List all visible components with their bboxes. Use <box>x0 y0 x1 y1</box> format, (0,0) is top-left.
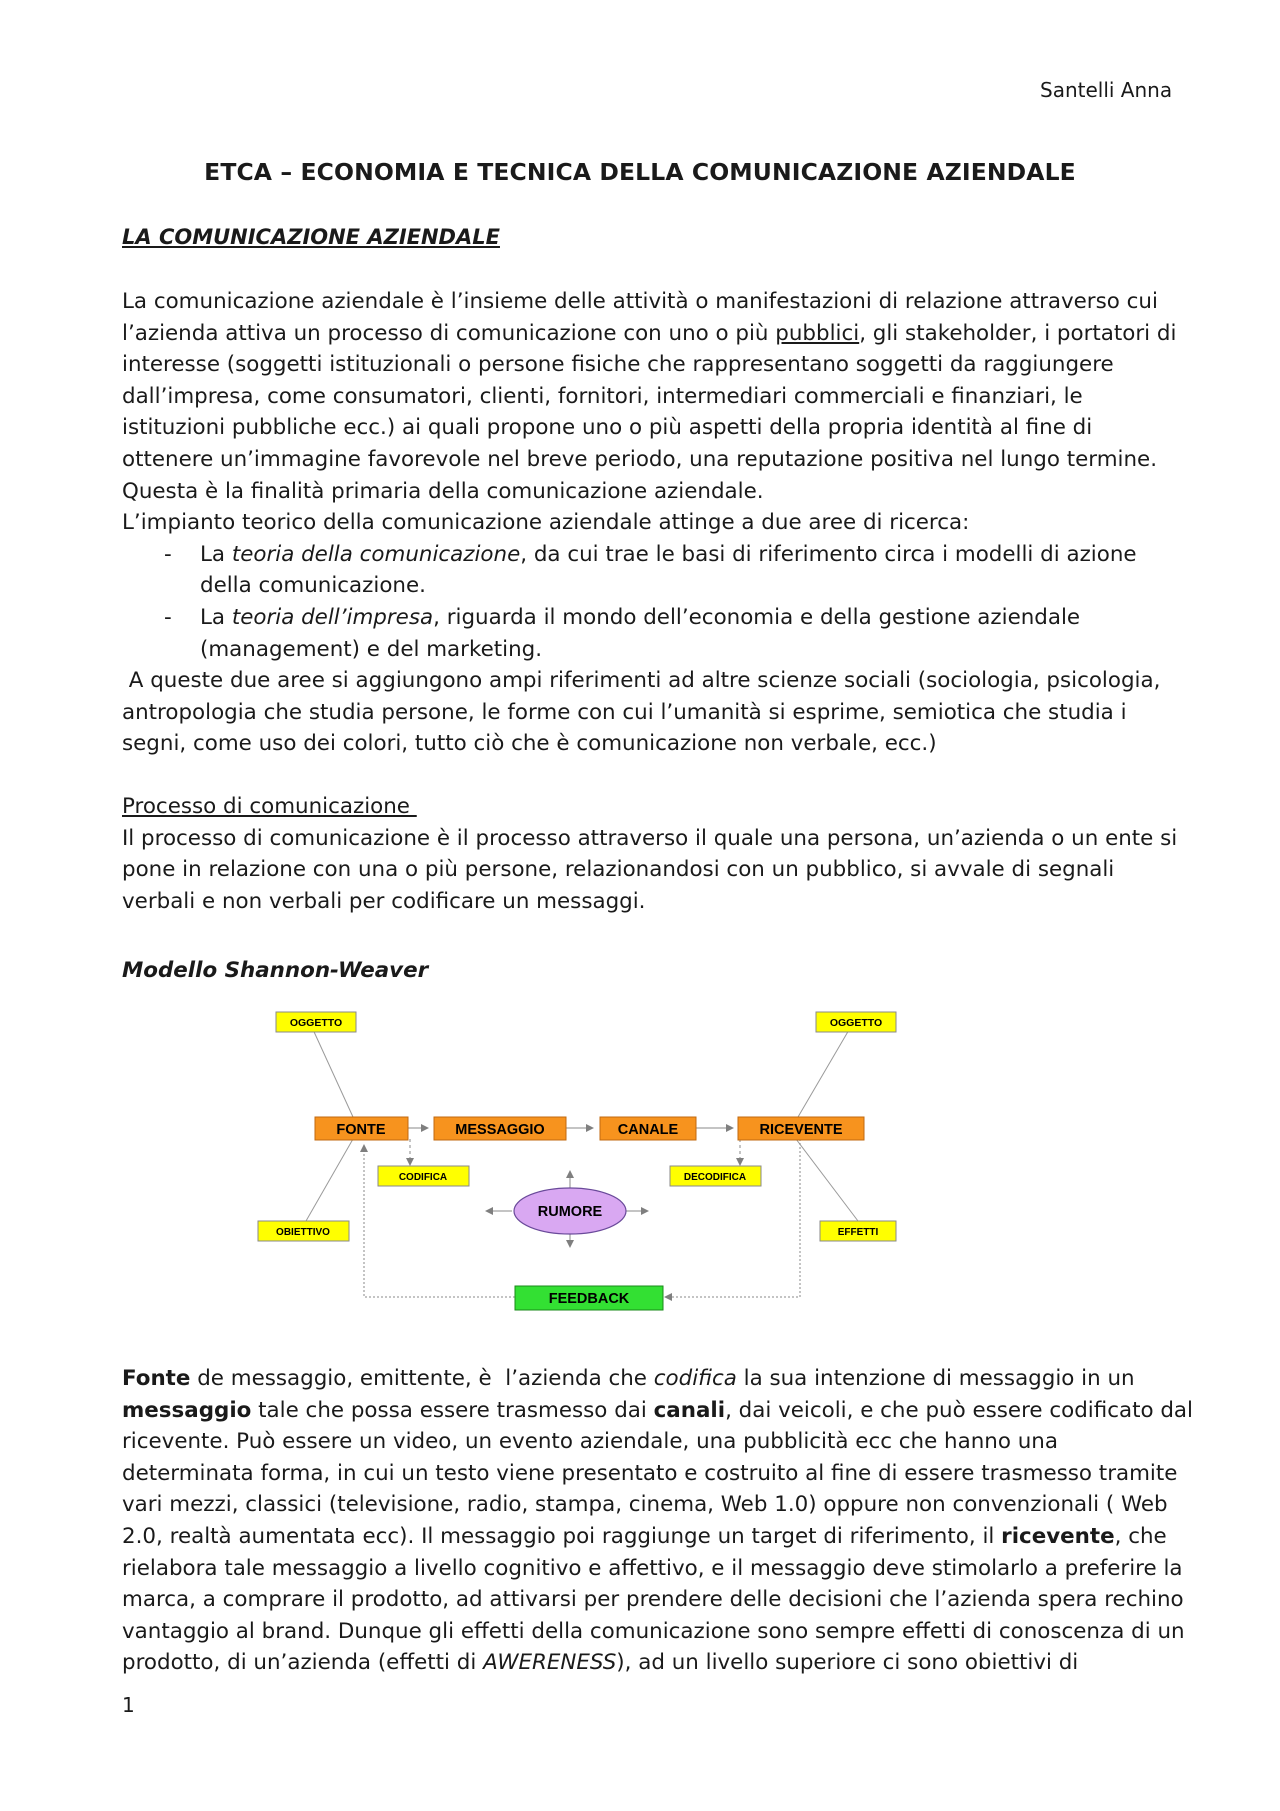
svg-text:CANALE: CANALE <box>617 1122 679 1138</box>
svg-text:CODIFICA: CODIFICA <box>398 1172 448 1183</box>
svg-text:MESSAGGIO: MESSAGGIO <box>455 1122 545 1138</box>
research-areas-list <box>122 539 1182 665</box>
list-item: - La teoria dell’impresa, riguarda il mondo dell’economia e della gestione aziendale (management) e del marketing. <box>122 602 1182 665</box>
svg-text:DECODIFICA: DECODIFICA <box>683 1172 747 1183</box>
obiettivo-box <box>258 1221 349 1241</box>
process-heading: Processo di comunicazione <box>122 794 417 819</box>
intro-paragraph: La comunicazione aziendale è l’insieme delle attività o manifestazioni di relazione attraverso cui l’azienda attiva un processo di comunicazione con uno o più pubblici, gli stakeholder, i portatori di interesse (soggetti istituzionali o persone fisiche che rappresentano soggetti da raggiungere dall’impresa, come consumatori, clienti, fornitori, intermediari commerciali e finanziari, le istituzioni pubbliche ecc.) ai quali propone uno o più aspetti della propria identità al fine di ottenere un’immagine favorevole nel breve periodo, una reputazione positiva nel lungo termine. Questa è la finalità primaria della comunicazione aziendale. L’impianto teorico della comunicazione aziendale attinge a due aree di ricerca: - La teoria della comunicazione, da cui trae le basi di riferimento circa i modelli di azione della comunicazione. - La teoria dell’impresa, riguarda il mondo dell’economia e della gestione aziendale (management) e del marketing. A queste due aree si aggiungono ampi riferimenti ad altre scienze sociali (sociologia, psicologia, antropologia che studia persone, le forme con cui l’umanità si esprime, semiotica che studia i segni, come uso dei colori, tutto ciò che è comunicazione non verbale, ecc.) <box>122 286 1182 760</box>
svg-text:EFFETTI: EFFETTI <box>837 1227 879 1238</box>
ricevente-box <box>738 1117 864 1140</box>
svg-text:RICEVENTE: RICEVENTE <box>759 1122 843 1138</box>
pubblici-underlined: pubblici <box>775 320 860 346</box>
svg-text:FEEDBACK: FEEDBACK <box>548 1291 630 1307</box>
author-name: Santelli Anna <box>1040 78 1173 102</box>
decodifica-box <box>670 1166 761 1186</box>
svg-text:FONTE: FONTE <box>336 1122 386 1138</box>
svg-text:OGGETTO: OGGETTO <box>829 1017 883 1029</box>
shannon-weaver-diagram <box>248 995 918 1327</box>
list-item: - La teoria della comunicazione, da cui trae le basi di riferimento circa i modelli di azione della comunicazione. <box>122 539 1182 602</box>
canale-box <box>600 1117 696 1140</box>
page-number: 1 <box>122 1693 135 1717</box>
codifica-box <box>378 1166 469 1186</box>
fonte-box <box>315 1117 408 1140</box>
model-heading: Modello Shannon-Weaver <box>122 958 429 983</box>
oggetto-left-box <box>276 1012 356 1032</box>
svg-text:RUMORE: RUMORE <box>537 1204 603 1220</box>
svg-text:OGGETTO: OGGETTO <box>289 1017 343 1029</box>
process-paragraph: Processo di comunicazione Il processo di comunicazione è il processo attraverso il quale una persona, un’azienda o un ente si pone in relazione con una o più persone, relazionandosi con un pubblico, si avvale di segnali verbali e non verbali per codificare un messaggi. <box>122 791 1182 917</box>
messaggio-box <box>434 1117 566 1140</box>
effetti-box <box>820 1221 896 1241</box>
feedback-box <box>515 1286 663 1310</box>
rumore-ellipse <box>514 1188 626 1234</box>
oggetto-right-box <box>816 1012 896 1032</box>
document-title: ETCA – ECONOMIA E TECNICA DELLA COMUNICAZIONE AZIENDALE <box>204 158 1076 186</box>
svg-text:OBIETTIVO: OBIETTIVO <box>276 1227 330 1238</box>
section-heading: LA COMUNICAZIONE AZIENDALE <box>122 225 500 249</box>
body-paragraph: Fonte de messaggio, emittente, è l’azienda che codifica la sua intenzione di messaggio in un messaggio tale che possa essere trasmesso dai canali, dai veicoli, e che può essere codificato dal ricevente. Può essere un video, un evento aziendale, una pubblicità ecc che hanno una determinata forma, in cui un testo viene presentato e costruito al fine di essere trasmesso tramite vari mezzi, classici (televisione, radio, stampa, cinema, Web 1.0) oppure non convenzionali ( Web 2.0, realtà aumentata ecc). Il messaggio poi raggiunge un target di riferimento, il ricevente, che rielabora tale messaggio a livello cognitivo e affettivo, e il messaggio deve stimolarlo a preferire la marca, a comprare il prodotto, ad attivarsi per prendere delle decisioni che l’azienda spera rechino vantaggio al brand. Dunque gli effetti della comunicazione sono sempre effetti di conoscenza di un prodotto, di un’azienda (effetti di AWERENESS), ad un livello superiore ci sono obiettivi di <box>122 1366 1193 1676</box>
